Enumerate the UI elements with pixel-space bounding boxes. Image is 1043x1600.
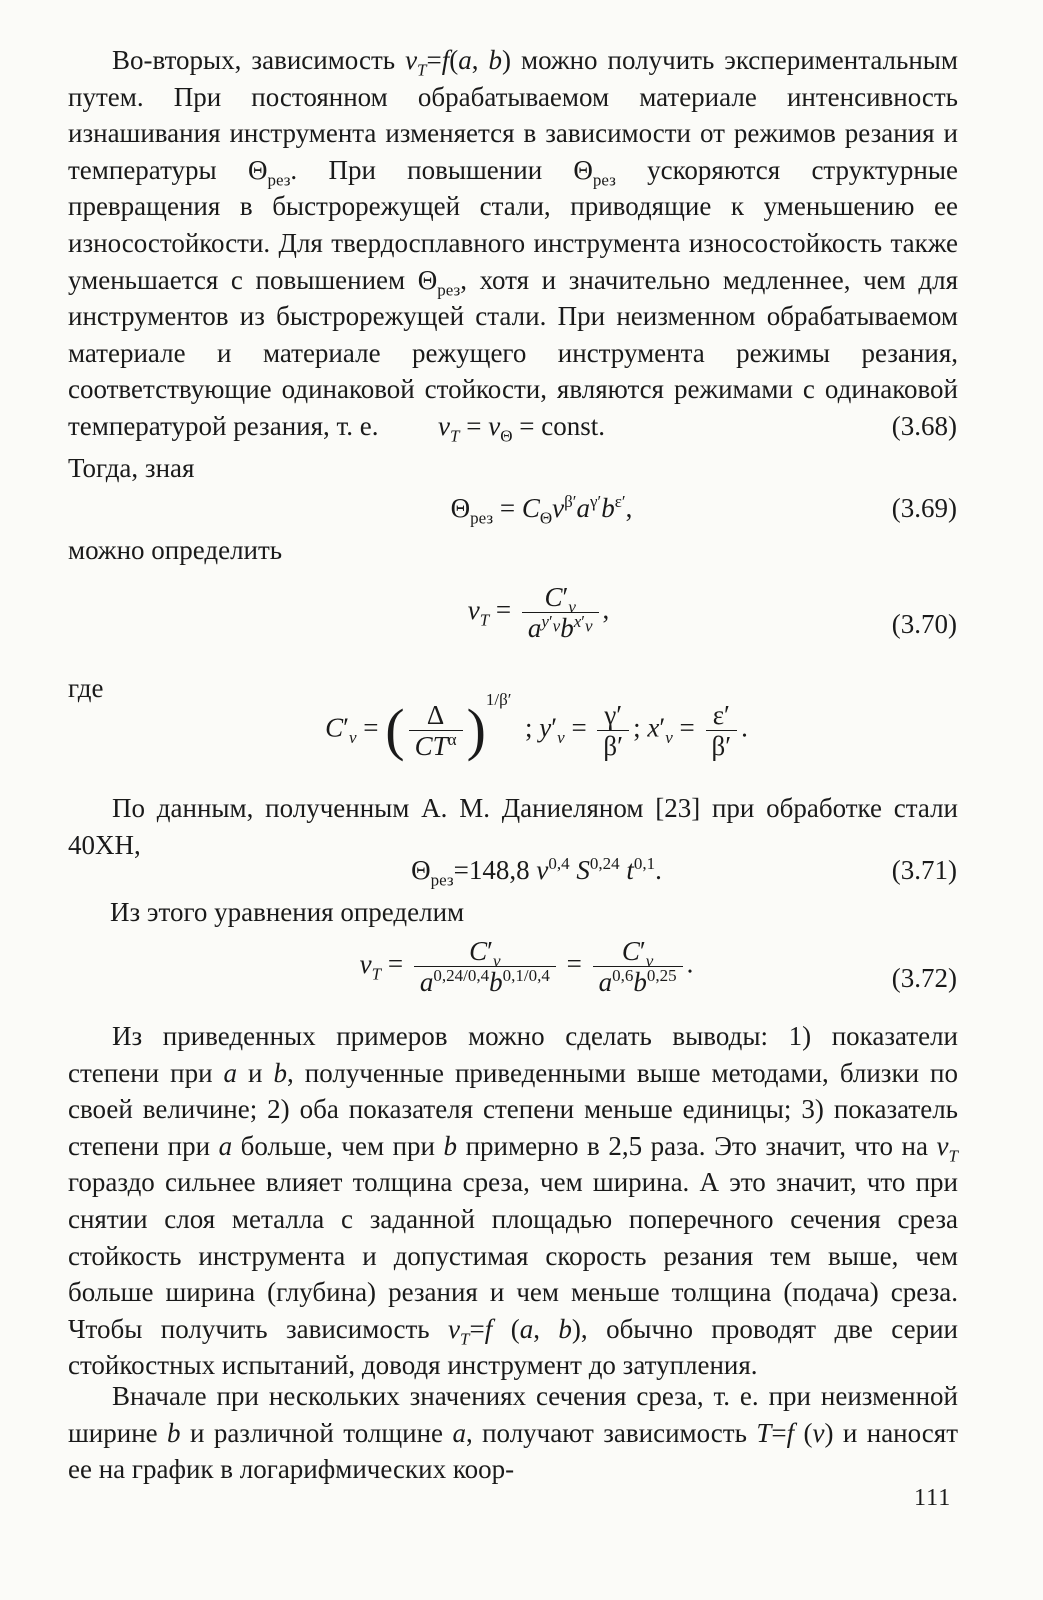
- paragraph-conclusions: Из приведенных примеров можно сделать выводы: 1) показатели степени при a и b, полученные приведенными выше методами, близки по своей величине; 2) оба показателя степени меньше единицы; 3) показатель степени при a больше, чем при b примерно в 2,5 раза. Это значит, что на $v_T$ гораздо сильнее влияет толщина среза, чем ширина. А это значит, что при снятии слоя металла с заданной площадью поперечного сечения среза стойкость инструмента и допустимая скорость резания тем выше, чем больше ширина (глубина) резания и чем меньше толщина (подача) среза. Чтобы получить зависимость $v_T=f$ (a, b), обычно проводят две серии стойкостных испытаний, доводя инструмент до затупления.: [68, 1021, 959, 1381]
- equation-3-69: $\Theta_{рез} = C_\Theta v^{\beta'}a^{\gamma'}b^{\varepsilon'}$, (3.69): [450, 492, 957, 528]
- equation-3-71: $\Theta_{рез}=148,8$ $v^{0,4}$ S$^{0,24}$ $t^{0,1}$. (3.71): [411, 854, 957, 890]
- equation-number: (3.70): [891, 609, 957, 639]
- equation-3-68: $v_T = v_\Theta$ = const. (3.68): [0, 408, 1043, 468]
- text-then-knowing: Тогда, зная: [68, 453, 195, 483]
- paragraph-intro: Во-вторых, зависимость $v_T=f(a$, b) можно получить экспериментальным путем. При постоянном обрабатываемом материале интенсивность изнашивания инструмента изменяется в зависимости от режимов резания и температуры $\Theta_{рез}$. При повышении $\Theta_{рез}$ ускоряются структурные превращения в быстрорежущей стали, приводящие к уменьшению ее износостойкости. Для твердосплавного инструмента износостойкость также уменьшается с повышением $\Theta_{рез}$, хотя и значительно медленнее, чем для инструментов из быстрорежущей стали. При неизменном обрабатываемом материале и материале режущего инструмента режимы резания, соответствующие одинаковой стойкости, являются режимами с одинаковой температурой резания, т. е.: [68, 45, 959, 441]
- paragraph-first-series: Вначале при нескольких значениях сечения среза, т. е. при неизменной ширине b и различной толщине a, получают зависимость T=f (v) и наносят ее на график в логарифмических коор-: [68, 1381, 959, 1485]
- text-from-equation: Из этого уравнения определим: [110, 897, 465, 927]
- equation-number: (3.72): [891, 963, 957, 993]
- equation-coefficients: $C'_v$ = ( $\frac{\Delta}{CT^\alpha}$ )$^{1/\beta'}$ ; $y'_v$ = $\frac{\gamma'}{\beta'}$ ; $x'_v$ = $\frac{\varepsilon'}{\beta'}$ .: [325, 689, 748, 763]
- text-where: где: [68, 673, 104, 703]
- page-number: 111: [914, 1485, 952, 1511]
- equation-3-70: $v_T$ = $\frac{C'_v}{a^{y'_v}b^{x'_v}}$ , (3.70): [467, 582, 957, 643]
- equation-number: (3.69): [891, 493, 957, 523]
- equation-number: (3.71): [891, 855, 957, 885]
- paragraph-danielyan: По данным, полученным А. М. Даниеляном [23] при обработке стали 40ХН,: [68, 793, 958, 860]
- equation-number: (3.68): [891, 411, 957, 441]
- equation-3-72: $v_T$ = $\frac{C'_v}{a^{0,24/0,4}b^{0,1/0,4}}$ = $\frac{C'_v}{a^{0,6}b^{0,25}}$ . (3.72): [359, 936, 957, 997]
- text-can-determine: можно определить: [68, 535, 283, 565]
